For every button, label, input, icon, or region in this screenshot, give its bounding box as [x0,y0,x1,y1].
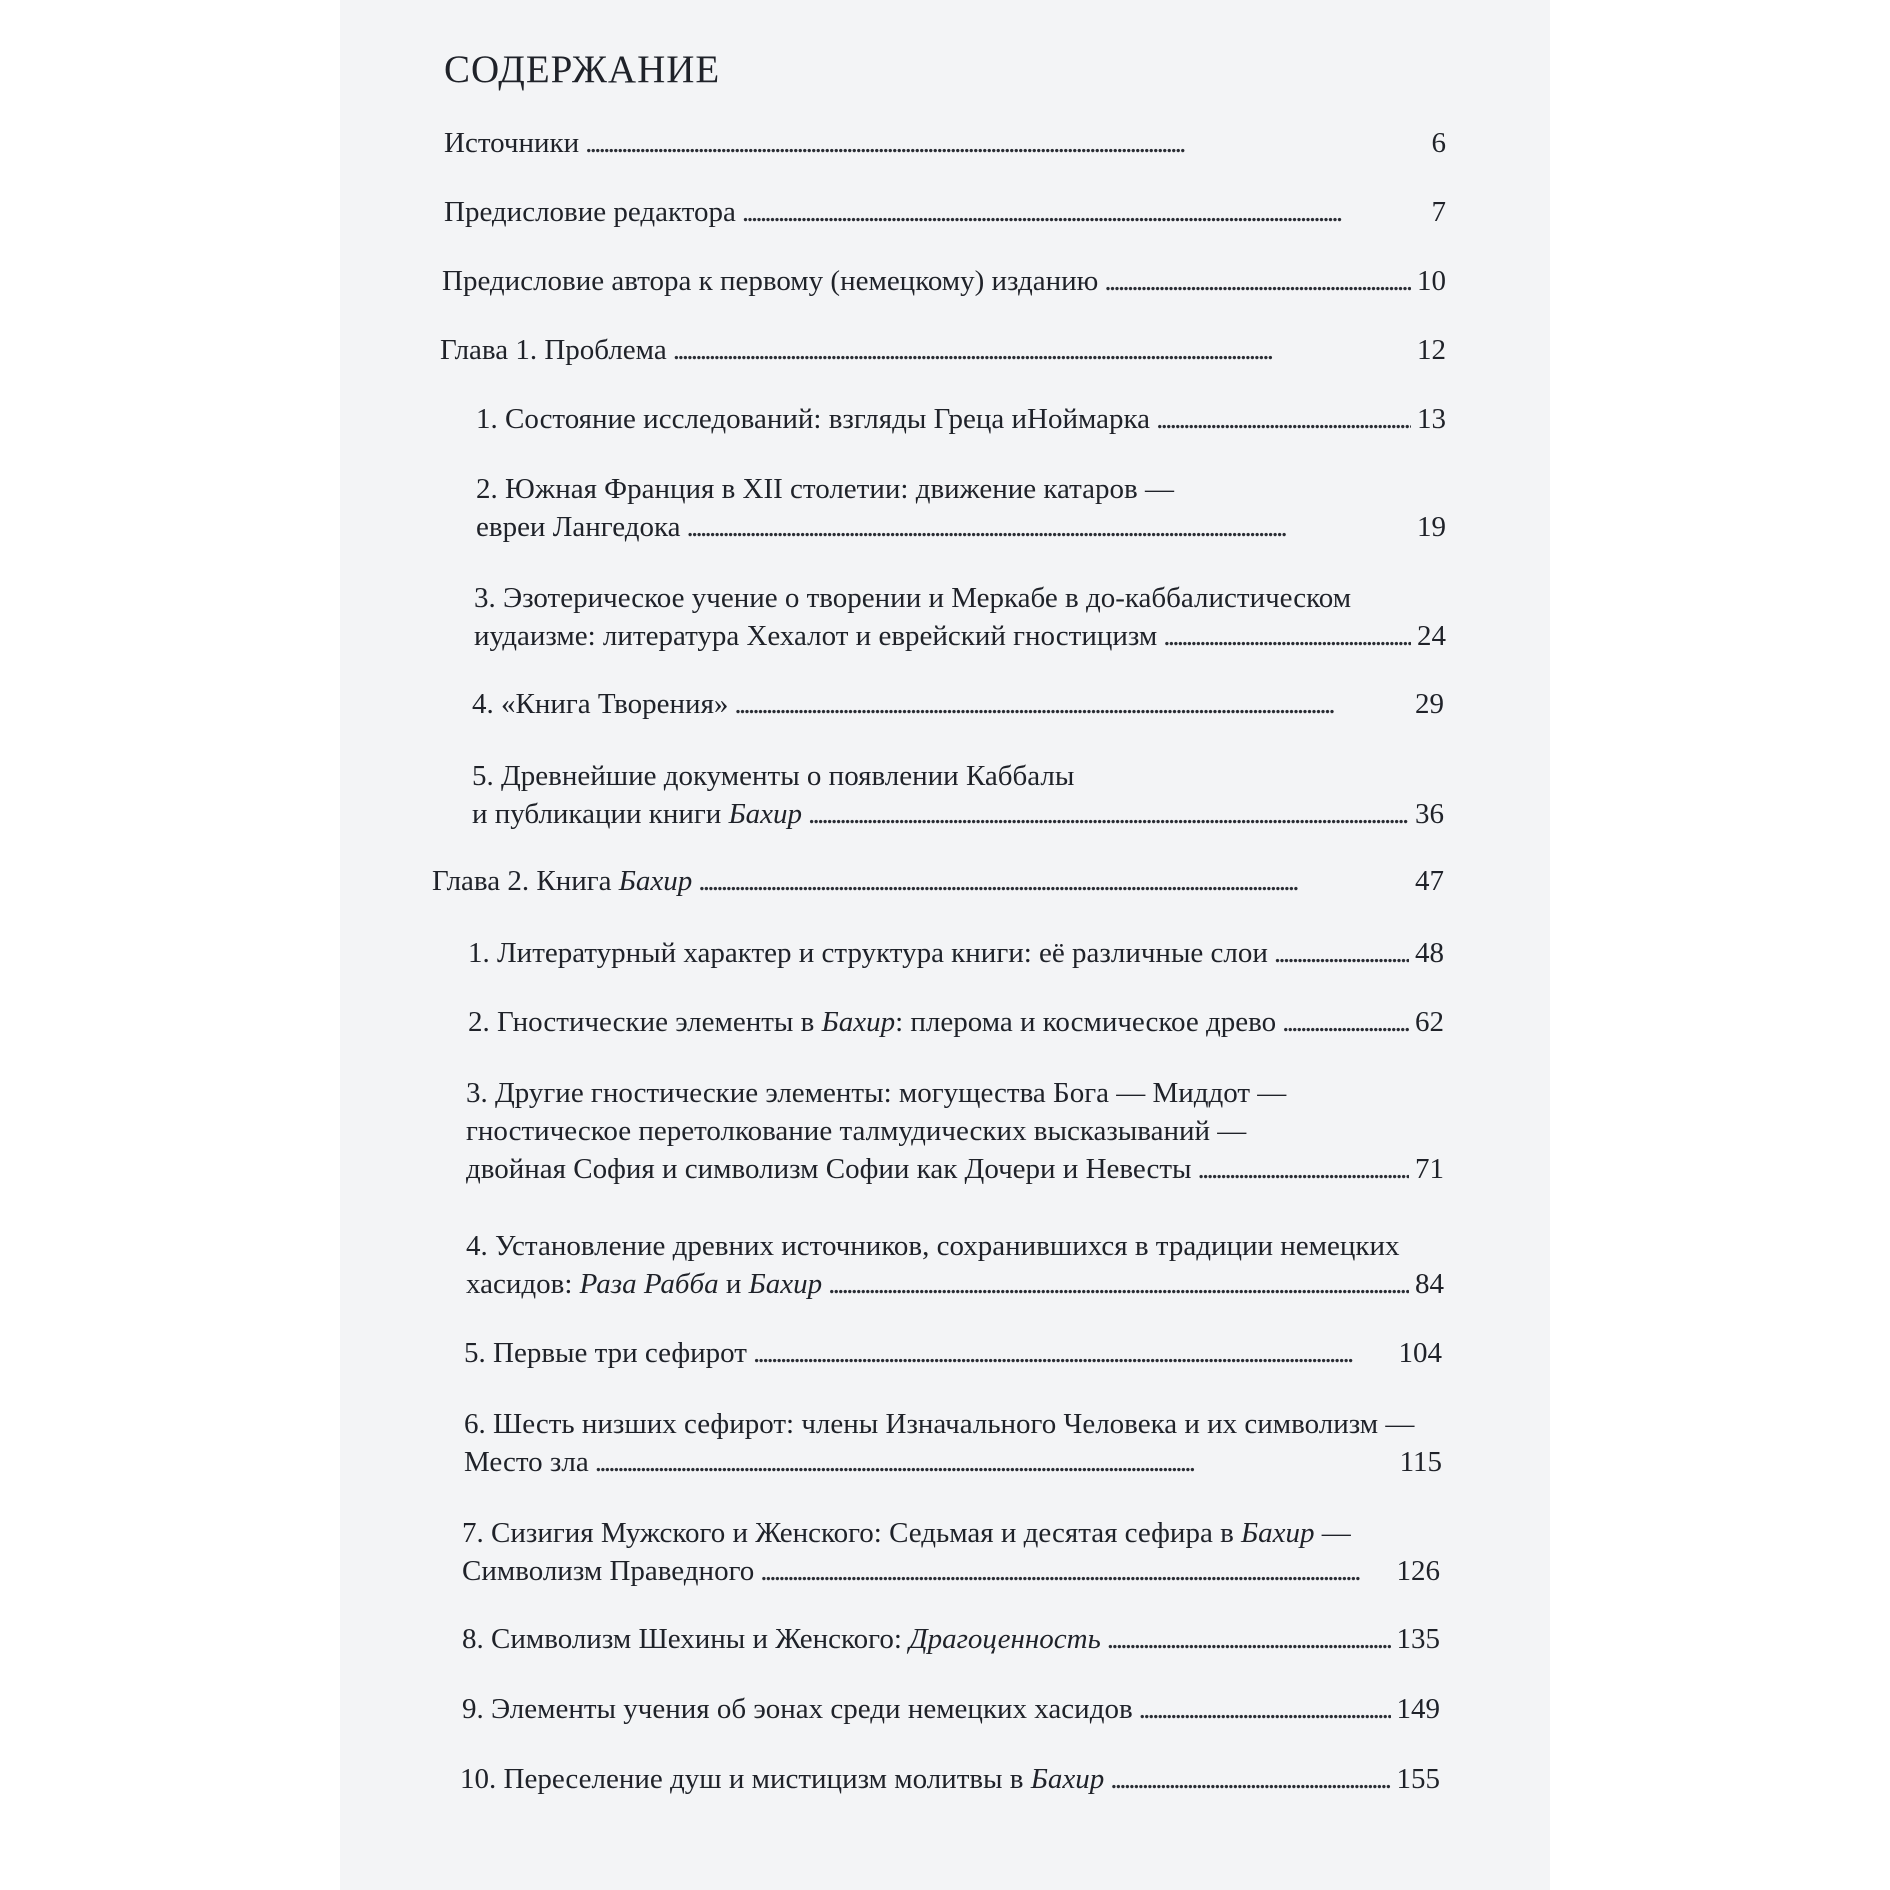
toc-entry-chapter-1 [440,331,1446,369]
toc-entry-title: и публикации книги Бахир [472,798,803,830]
toc-entry-title: Символизм Праведного [462,1555,755,1587]
toc-entry-1-5 [472,757,1444,833]
dot-leader [698,862,1409,900]
toc-page-number: 62 [1415,1006,1444,1038]
toc-page-number: 84 [1415,1268,1444,1300]
toc-entry-2-1 [468,934,1444,972]
toc-page-number: 135 [1396,1623,1440,1655]
toc-entry-title: 1. Состояние исследований: взгляды Греца иНоймарка [476,403,1151,435]
toc-entry-2-2 [468,1003,1444,1041]
toc-entry-title: 6. Шесть низших сефирот: члены Изначального Человека и их символизм — [464,1408,1415,1440]
toc-entry-2-9 [462,1690,1440,1728]
toc-page-number: 19 [1417,511,1446,543]
toc-entry-title: 4. Установление древних источников, сохранившихся в традиции немецких [466,1230,1400,1262]
toc-entry-1-3 [474,579,1446,655]
toc-entry-title: Источники [444,127,580,159]
toc-entry-title: 3. Эзотерическое учение о творении и Меркабе в до-каббалистическом [474,582,1352,614]
toc-entry-editor-preface [444,193,1446,231]
dot-leader [1104,262,1411,300]
dot-leader [1282,1003,1409,1041]
toc-entry-title: 5. Древнейшие документы о появлении Каббалы [472,760,1075,792]
toc-page-number: 36 [1415,798,1444,830]
dot-leader [673,331,1411,369]
dot-leader [1139,1690,1391,1728]
toc-entry-chapter-2 [432,862,1444,900]
toc-entry-title: Глава 2. Книга Бахир [432,865,693,897]
toc-page-number: 6 [1431,127,1446,159]
dot-leader [1163,617,1411,655]
toc-entry-title: 3. Другие гностические элементы: могущества Бога — Миддот — [466,1077,1287,1109]
toc-entry-title: 5. Первые три сефирот [464,1337,747,1369]
toc-entry-1-2 [476,470,1446,546]
toc-page-number: 10 [1417,265,1446,297]
toc-entry-2-8 [462,1620,1440,1658]
dot-leader [734,685,1409,723]
toc-entry-author-preface [442,262,1446,300]
toc-page-number: 47 [1415,865,1444,897]
toc-page-number: 126 [1396,1555,1440,1587]
toc-page-number: 48 [1415,937,1444,969]
toc-entry-title: иудаизме: литература Хехалот и еврейский гностицизм [474,620,1158,652]
toc-entry-title: двойная София и символизм Софии как Дочери и Невесты [466,1153,1192,1185]
toc-page-number: 155 [1396,1763,1440,1795]
dot-leader [1110,1760,1390,1798]
dot-leader [1198,1150,1409,1188]
toc-entry-title: Предисловие автора к первому (немецкому) изданию [442,265,1099,297]
dot-leader [760,1552,1390,1590]
toc-page-number: 71 [1415,1153,1444,1185]
toc-page-number: 149 [1396,1693,1440,1725]
toc-entry-title: 8. Символизм Шехины и Женского: Драгоценность [462,1623,1101,1655]
dot-leader [595,1443,1394,1481]
dot-leader [828,1265,1409,1303]
toc-entry-title: 1. Литературный характер и структура книги: её различные слои [468,937,1268,969]
toc-entry-sources [444,124,1446,162]
dot-leader [687,508,1411,546]
toc-page-number: 24 [1417,620,1446,652]
toc-page-number: 104 [1398,1337,1442,1369]
toc-entry-2-7 [462,1514,1440,1590]
toc-entry-title: гностическое перетолкование талмудических высказываний — [466,1115,1247,1147]
dot-leader [1274,934,1409,972]
toc-entry-1-1 [476,400,1446,438]
toc-entry-title: Предисловие редактора [444,196,736,228]
dot-leader [742,193,1426,231]
dot-leader [1107,1620,1391,1658]
toc-page-number: 13 [1417,403,1446,435]
dot-leader [808,795,1409,833]
toc-entry-2-10 [460,1760,1440,1798]
toc-page-number: 29 [1415,688,1444,720]
toc-entry-1-4 [472,685,1444,723]
toc-entry-title: хасидов: Раза Рабба и Бахир [466,1268,823,1300]
toc-entry-title: 9. Элементы учения об эонах среди немецких хасидов [462,1693,1133,1725]
toc-page-number: 7 [1431,196,1446,228]
toc-entry-title: 4. «Книга Творения» [472,688,729,720]
toc-page-number: 12 [1417,334,1446,366]
toc-entry-2-6 [464,1405,1442,1481]
toc-entry-title: евреи Лангедока [476,511,681,543]
toc-entry-title: 2. Гностические элементы в Бахир: плерома и космическое древо [468,1006,1277,1038]
toc-entry-title: 2. Южная Франция в XII столетии: движение катаров — [476,473,1174,505]
toc-entry-2-5 [464,1334,1442,1372]
toc-entry-2-4 [466,1227,1444,1303]
toc-heading: СОДЕРЖАНИЕ [444,48,721,91]
dot-leader [585,124,1425,162]
toc-entry-title: 10. Переселение душ и мистицизм молитвы в Бахир [460,1763,1105,1795]
toc-entry-title: Место зла [464,1446,589,1478]
toc-entry-title: Глава 1. Проблема [440,334,667,366]
toc-entry-2-3 [466,1074,1444,1188]
dot-leader [1156,400,1411,438]
dot-leader [753,1334,1393,1372]
toc-entry-title: 7. Сизигия Мужского и Женского: Седьмая и десятая сефира в Бахир — [462,1517,1351,1549]
toc-page-number: 115 [1399,1446,1442,1478]
